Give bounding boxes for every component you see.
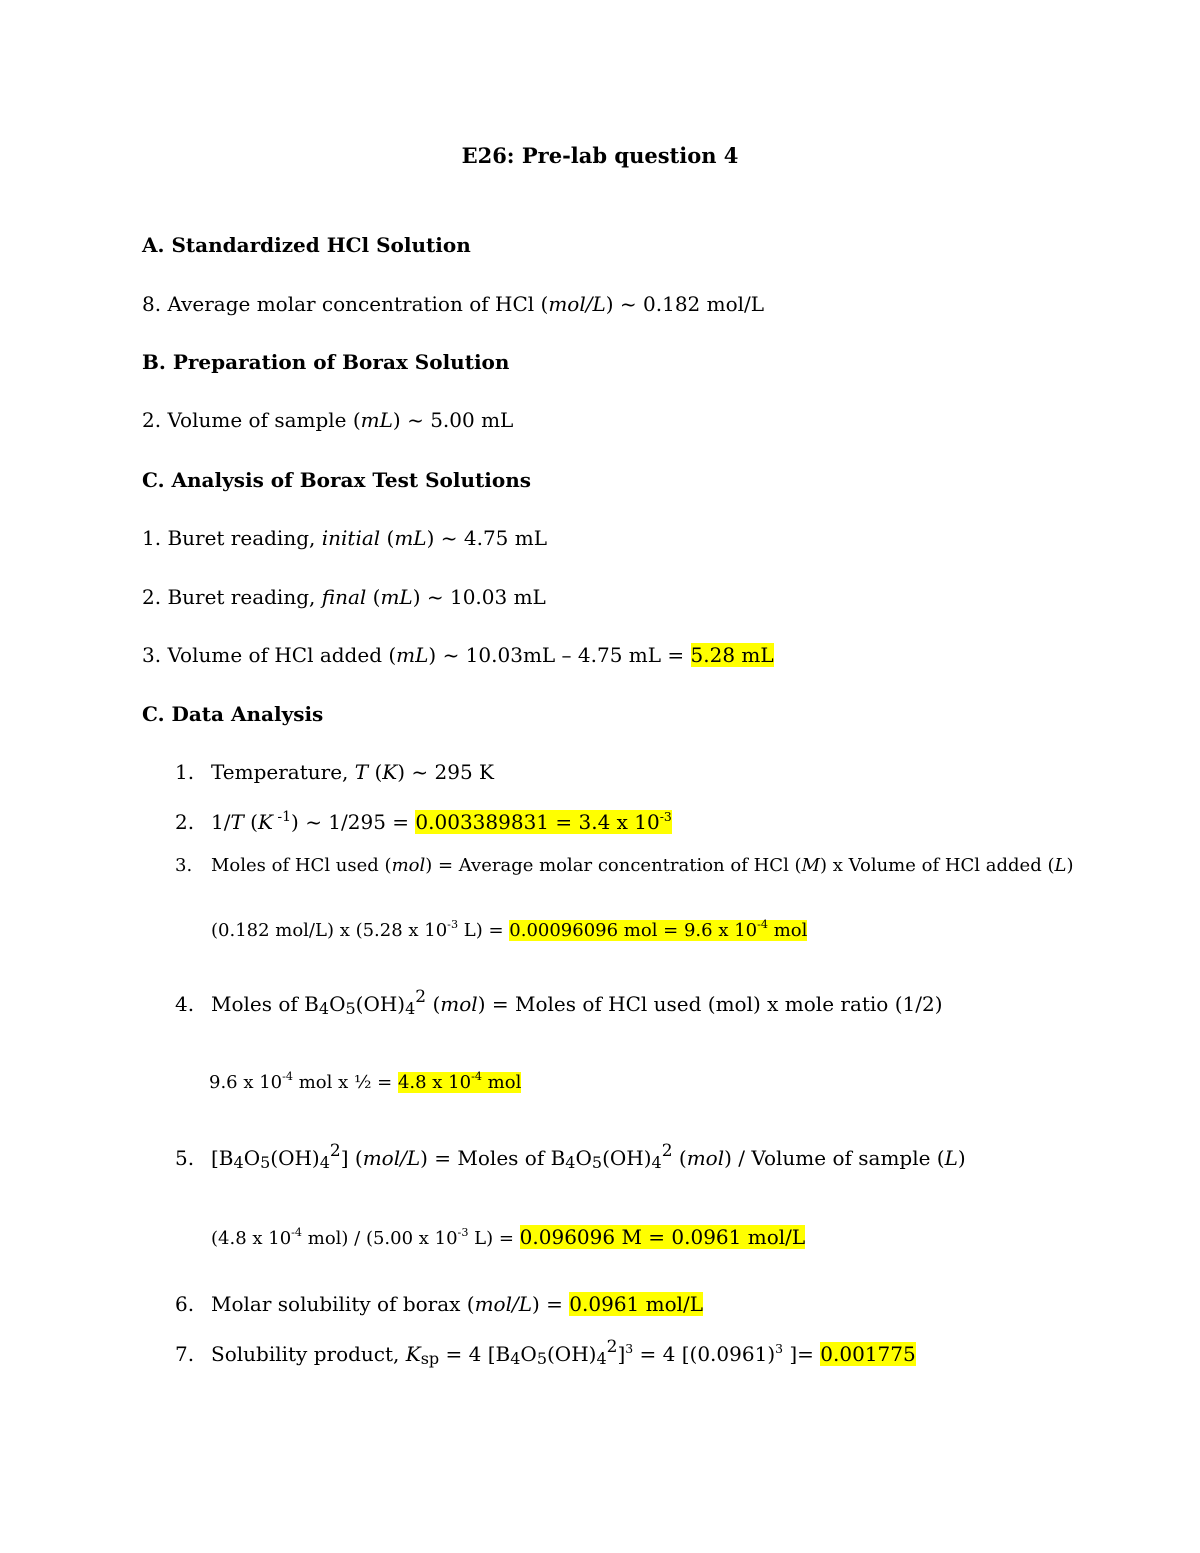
data-item-2: 2. 1/T (K $^{-1}$) ~ 1/295 = 0.003389831 = 3.4 x $10^{-3}$: [175, 808, 672, 834]
section-a-heading: A. Standardized HCl Solution: [142, 233, 471, 257]
data-item-6: 6. Molar solubility of borax (mol/L) = 0.0961 mol/L: [175, 1292, 704, 1316]
highlighted-answer: 5.28 mL: [690, 643, 774, 667]
page-title: E26: Pre-lab question 4: [461, 143, 739, 168]
data-item-1: 1. Temperature, T (K) ~ 295 K: [175, 760, 494, 784]
highlighted-answer: 4.8 x $10^{-4}$ mol: [397, 1070, 522, 1093]
data-item-7: 7. Solubility product, Ksp = 4 $[B4O5(OH)4^2]^3 = 4$ [$(0.0961)^3$ ]= 0.001775: [175, 1336, 916, 1369]
highlighted-answer: 0.0961 mol/L: [569, 1292, 704, 1316]
section-b-item-2: 2. Volume of sample (mL) ~ 5.00 mL: [142, 408, 514, 432]
data-item-5-calculation: (4.8 x $10^{-4}$ mol) / (5.00 x $10^{-3}$ L) = 0.096096 M = 0.0961 mol/L: [211, 1225, 806, 1249]
data-item-4-calculation: 9.6 x $10^{-4}$ mol x ½ = 4.8 x $10^{-4}$ mol: [209, 1070, 522, 1093]
highlighted-answer: 0.096096 M = 0.0961 mol/L: [519, 1225, 806, 1249]
section-a-item-8: 8. Average molar concentration of HCl (mol/L) ~ 0.182 mol/L: [142, 292, 765, 316]
highlighted-answer: 0.001775: [820, 1342, 916, 1366]
data-item-5: 5. $[B4O5(OH)4^2] (mol/L)$ = Moles of $B4O5(OH)4^2$ (mol) / Volume of sample (L): [175, 1140, 966, 1173]
data-item-3: 3. Moles of HCl used (mol) = Average molar concentration of HCl (M) x Volume of HCl added (L): [175, 855, 1074, 876]
data-analysis-heading: C. Data Analysis: [142, 702, 324, 726]
section-b-heading: B. Preparation of Borax Solution: [142, 350, 510, 374]
section-c-item-2: 2. Buret reading, final (mL) ~ 10.03 mL: [142, 585, 546, 609]
data-item-4: 4. Moles of $B4O5(OH)4^2$ (mol) = Moles of HCl used (mol) x mole ratio (1/2): [175, 986, 943, 1019]
section-c-heading: C. Analysis of Borax Test Solutions: [142, 468, 532, 492]
data-item-3-calculation: (0.182 mol/L) x (5.28 x $10^{-3}$ L) = 0.00096096 mol = 9.6 x $10^{-4}$ mol: [211, 918, 808, 941]
section-c-item-3: 3. Volume of HCl added (mL) ~ 10.03mL – 4.75 mL = 5.28 mL: [142, 643, 774, 667]
highlighted-answer: 0.003389831 = 3.4 x $10^{-3}$: [415, 808, 672, 834]
section-c-item-1: 1. Buret reading, initial (mL) ~ 4.75 mL: [142, 526, 548, 550]
highlighted-answer: 0.00096096 mol = 9.6 x $10^{-4}$ mol: [509, 918, 808, 941]
